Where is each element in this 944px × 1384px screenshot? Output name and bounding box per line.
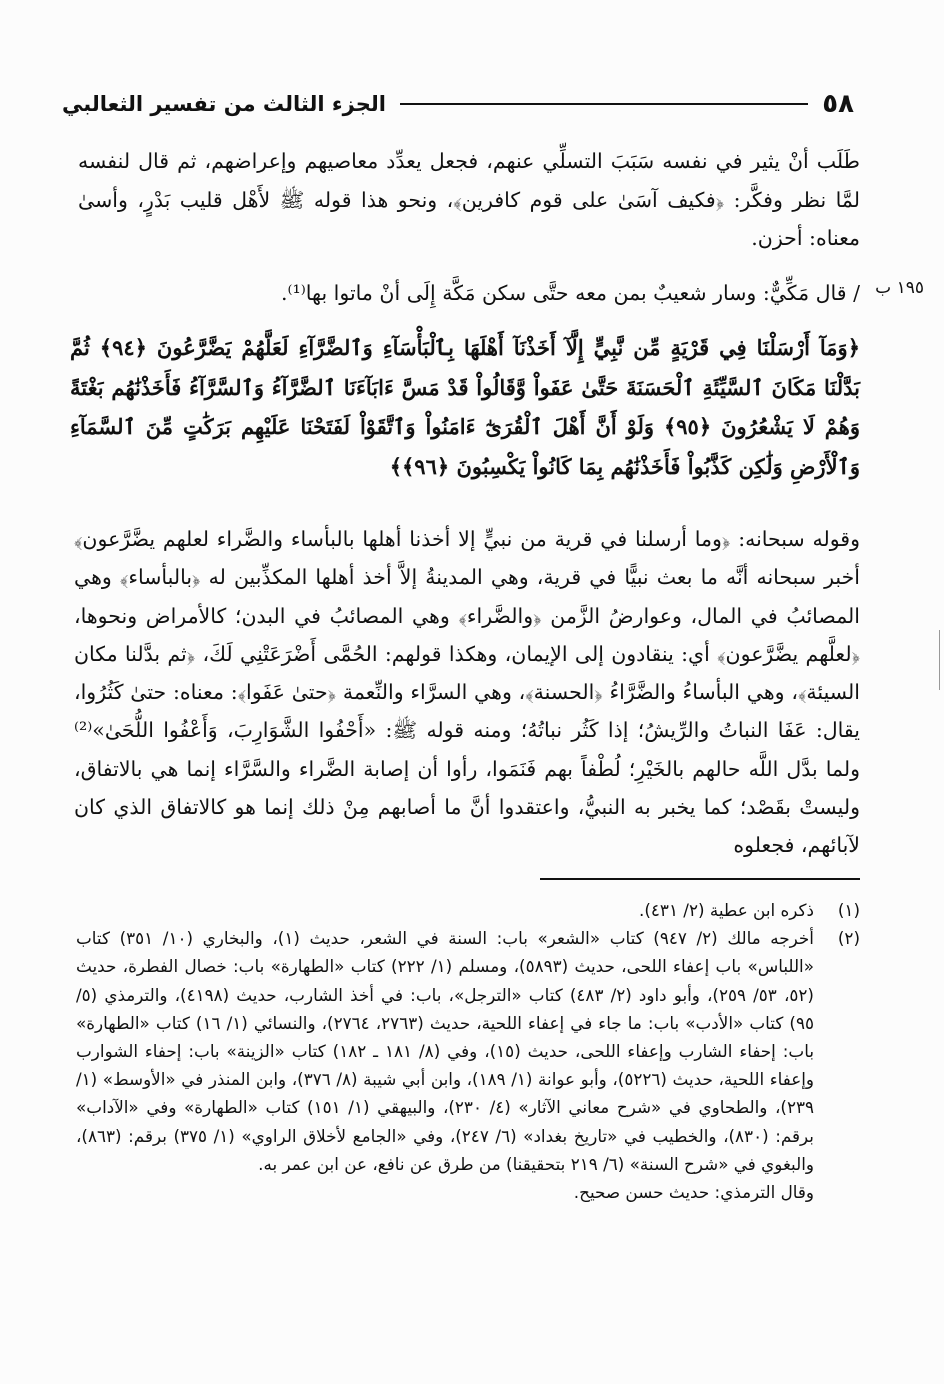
page-number: ٥٨ [822, 89, 854, 119]
footnote-rule [540, 878, 860, 880]
footnote-number: (١) [837, 900, 860, 920]
running-title: الجزء الثالث من تفسير الثعالبي [62, 92, 386, 116]
margin-folio-note: ١٩٥ ب [875, 278, 924, 298]
footnotes [76, 896, 860, 1206]
footnote-number: (٢) [837, 928, 860, 949]
footnote-continuation: وقال الترمذي: حديث حسن صحيح. [573, 1182, 814, 1203]
header-rule [400, 103, 808, 105]
footnote-text: أخرجه مالك (٢/ ٩٤٧) كتاب «الشعر» باب: السنة في الشعر، حديث (١)، والبخاري (١٠/ ٣٥١) كتاب «اللباس» باب إعفاء اللحى، حديث (٥٨٩٣)، ومسلم (١/ ٢٢٢) كتاب «الطهارة» باب: خصال الفطرة، حديث (٥٢، ٥٣/ ٢٥٩)، وأبو داود (٢/ ٤٨٣) كتاب «الترجل»، باب: في أخذ الشارب، حديث (٤١٩٨)، والترمذي (٥/ ٩٥) كتاب «الأدب» باب: ما جاء في إعفاء اللحية، حديث (٢٧٦٣، ٢٧٦٤)، والنسائي (١/ ١٦) كتاب «الطهارة» باب: إحفاء الشارب وإعفاء اللحى، حديث (١٥)، وفي (٨/ ١٨١ ـ ١٨٢) كتاب «الزينة» باب: إحفاء الشوارب وإعفاء اللحية، حديث (٥٢٢٦)، وأبو عوانة (١/ ١٨٩)، وابن أبي شيبة (٨/ ٣٧٦)، وابن المنذر في «الأوسط» (١/ ٢٣٩)، والطحاوي في «شرح معاني الآثار» (٤/ ٢٣٠)، والبيهقي (١/ ١٥١) كتاب «الطهارة» وفي «الآداب» برقم: (٨٣٠)، والخطيب في «تاريخ بغداد» (٦/ ٢٤٧)، وفي «الجامع لأخلاق الراوي» (١/ ٣٧٥) برقم: (٨٦٣)، والبغوي في «شرح السنة» (٦/ ٢١٩ بتحقيقنا) من طرق عن نافع، عن ابن عمر به. [76, 928, 815, 1174]
quote-line: / قال مَكِّيٌّ: وسار شعيبٌ بمن معه حتَّى سكن مَكَّة إِلَى أنْ ماتوا بها⁽¹⁾. [280, 280, 860, 305]
footnote-text: ذكره ابن عطية (٢/ ٤٣١). [639, 900, 814, 920]
page-header [62, 86, 854, 122]
intro-paragraph: طَلَب أنْ يثير في نفسه سَبَبَ التسلِّي عنهم، فجعل يعدِّد معاصيهم وإعراضهم، ثم قال لنفسه لمَّا نظر وفكَّر: ﴿فكيف آسَىٰ على قوم كافرين﴾، ونحو هذا قوله ﷺ لأَهْل قليب بَدْرٍ، وأسىٰ معناه: أحزن. [78, 149, 860, 250]
intro-section [78, 142, 860, 312]
footnote-item [76, 924, 860, 1178]
footnote-item [76, 896, 860, 924]
quran-verses: ﴿وَمَآ أَرْسَلْنَا فِي قَرْيَةٍ مِّن نَّبِيٍّ إِلَّآ أَخَذْنَآ أَهْلَهَا بِٱلْبَأْسَآءِ وَٱلضَّرَّآءِ لَعَلَّهُمْ يَضَّرَّعُونَ ﴿٩٤﴾ ثُمَّ بَدَّلْنَا مَكَانَ ٱلسَّيِّئَةِ ٱلْحَسَنَةَ حَتَّىٰ عَفَواْ وَّقَالُواْ قَدْ مَسَّ ءَابَآءَنَا ٱلضَّرَّآءُ وَٱلسَّرَّآءُ فَأَخَذْنَٰهُم بَغْتَةً وَهُمْ لَا يَشْعُرُونَ ﴿٩٥﴾ وَلَوْ أَنَّ أَهْلَ ٱلْقُرَىٰٓ ءَامَنُواْ وَٱتَّقَوْاْ لَفَتَحْنَا عَلَيْهِم بَرَكَٰتٍ مِّنَ ٱلسَّمَآءِ وَٱلْأَرْضِ وَلَٰكِن كَذَّبُواْ فَأَخَذْنَٰهُم بِمَا كَانُواْ يَكْسِبُونَ ﴿٩٦﴾﴾ [70, 335, 860, 479]
commentary-paragraph: وقوله سبحانه: ﴿وما أرسلنا في قرية من نبيٍّ إلا أخذنا أهلها بالبأساء والضَّراء لعلهم يضَّرَّعون﴾ أخبر سبحانه أنَّه ما بعث نبيًّا في قرية، وهي المدينةُ إلاَّ أخذ أهلها المكذِّبين له ﴿بالبأساء﴾ وهي المصائبُ في المال، وعوارضُ الزَّمن ﴿والضَّراء﴾ وهي المصائبُ في البدن؛ كالأمراض ونحوها، ﴿لعلَّهم يضَّرَّعون﴾ أي: ينقادون إلى الإيمان، وهكذا قولهم: الحُمَّى أَضْرَعَتْنِي لَكَ، ﴿ثم بدَّلنا مكان السيئة﴾، وهي البأساءُ والضَّرَّاءُ ﴿الحسنة﴾، وهي السرَّاء والنِّعمة ﴿حتىٰ عَفَوا﴾: معناه: حتىٰ كَثُرُوا، يقال: عَفَا النباتُ والرِّيشُ؛ إذا كَثُر نباتُهُ؛ ومنه قوله ﷺ: «أَحْفُوا الشَّوَارِبَ، وَأَعْفُوا اللُّحَىٰ»⁽²⁾ ولما بدَّل اللَّه حالهم بالخَيْرِ؛ لُطْفاً بهم فَنَمَوا، رأوا أن إصابة الضَّراء والسَّرَّاء إنما هي بالاتفاق، وليستْ بقَصْد؛ كما يخبر به النبيُّ، واعتقدوا أنَّ ما أصابهم مِنْ ذلك إنما هو كالاتفاق الذي كان لآبائهم، فجعلوه [74, 527, 860, 858]
scan-mark [939, 630, 940, 690]
